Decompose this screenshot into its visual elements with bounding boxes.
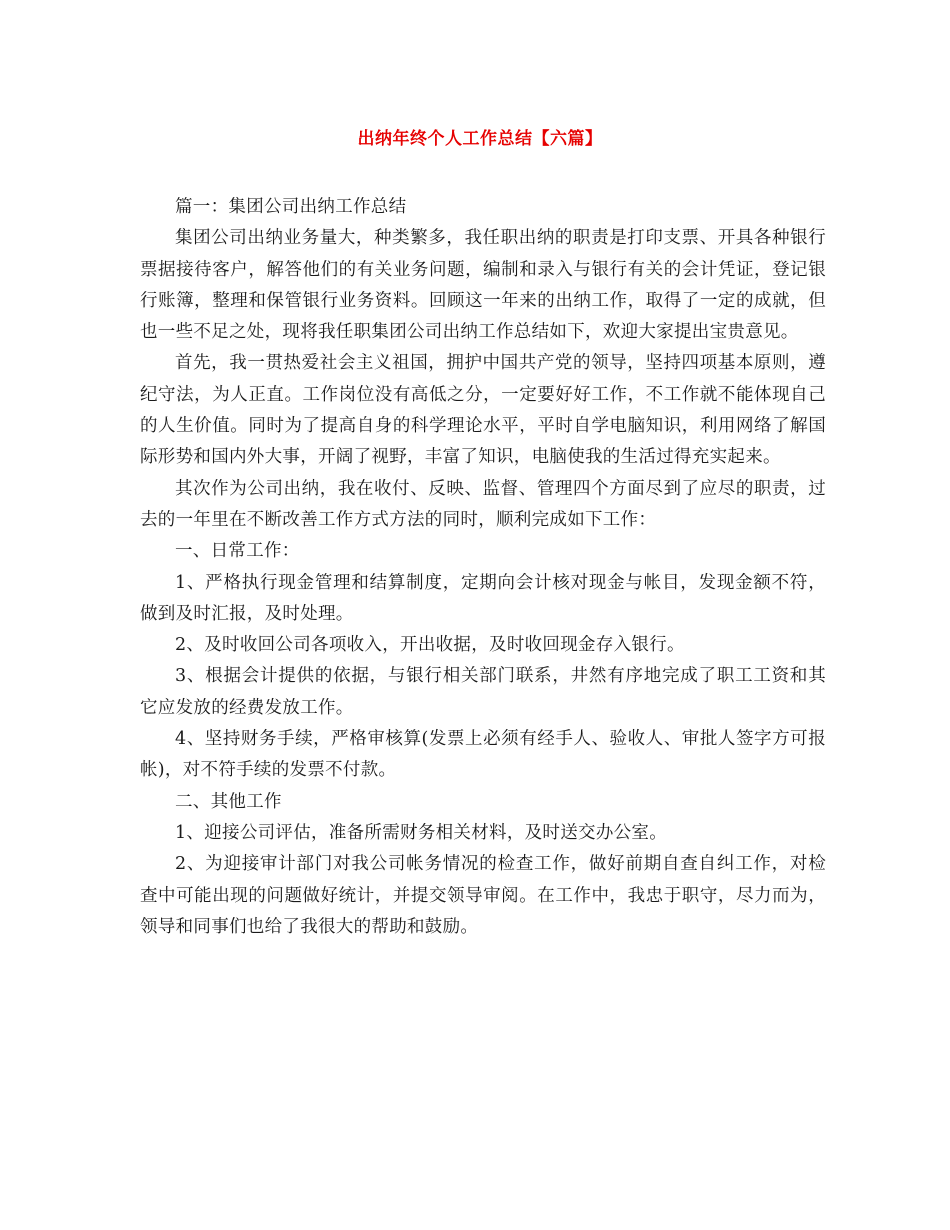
document-title: 出纳年终个人工作总结【六篇】 xyxy=(357,129,603,149)
list-item-2: 2、及时收回公司各项收入，开出收据，及时收回现金存入银行。 xyxy=(175,635,685,656)
paragraph-second: 其次作为公司出纳，我在收付、反映、监督、管理四个方面尽到了应尽的职责，过去的一年里在不断改善工作方式方法的同时，顺利完成如下工作： xyxy=(140,478,826,530)
list-item-3: 3、根据会计提供的依据，与银行相关部门联系，井然有序地完成了职工工资和其它应发放的经费发放工作。 xyxy=(140,666,826,718)
paragraph-first: 首先，我一贯热爱社会主义祖国，拥护中国共产党的领导，坚持四项基本原则，遵纪守法，为人正直。工作岗位没有高低之分，一定要好好工作，不工作就不能体现自己的人生价值。同时为了提高自身的科学理论水平，平时自学电脑知识，利用网络了解国际形势和国内外大事，开阔了视野，丰富了知识，电脑使我的生活过得充实起来。 xyxy=(140,353,826,468)
document-body xyxy=(140,192,826,943)
list-item-1: 1、严格执行现金管理和结算制度，定期向会计核对现金与帐目，发现金额不符，做到及时汇报，及时处理。 xyxy=(140,572,826,624)
document-page xyxy=(140,0,830,1230)
list-item-4: 4、坚持财务手续，严格审核算(发票上必须有经手人、验收人、审批人签字方可报帐)，对不符手续的发票不付款。 xyxy=(140,729,826,781)
paragraph-intro: 集团公司出纳业务量大，种类繁多，我任职出纳的职责是打印支票、开具各种银行票据接待客户，解答他们的有关业务问题，编制和录入与银行有关的会计凭证，登记银行账簿，整理和保管银行业务资料。回顾这一年来的出纳工作，取得了一定的成就，但也一些不足之处，现将我任职集团公司出纳工作总结如下，欢迎大家提出宝贵意见。 xyxy=(140,228,826,343)
other-item-2: 2、为迎接审计部门对我公司帐务情况的检查工作，做好前期自查自纠工作，对检查中可能出现的问题做好统计，并提交领导审阅。在工作中，我忠于职守，尽力而为，领导和同事们也给了我很大的帮助和鼓励。 xyxy=(140,854,826,937)
subheading-other-work: 二、其他工作 xyxy=(175,791,282,812)
subheading-daily-work: 一、日常工作： xyxy=(175,541,300,562)
section-heading-1: 篇一：集团公司出纳工作总结 xyxy=(175,197,407,217)
other-item-1: 1、迎接公司评估，准备所需财务相关材料，及时送交办公室。 xyxy=(175,822,668,843)
